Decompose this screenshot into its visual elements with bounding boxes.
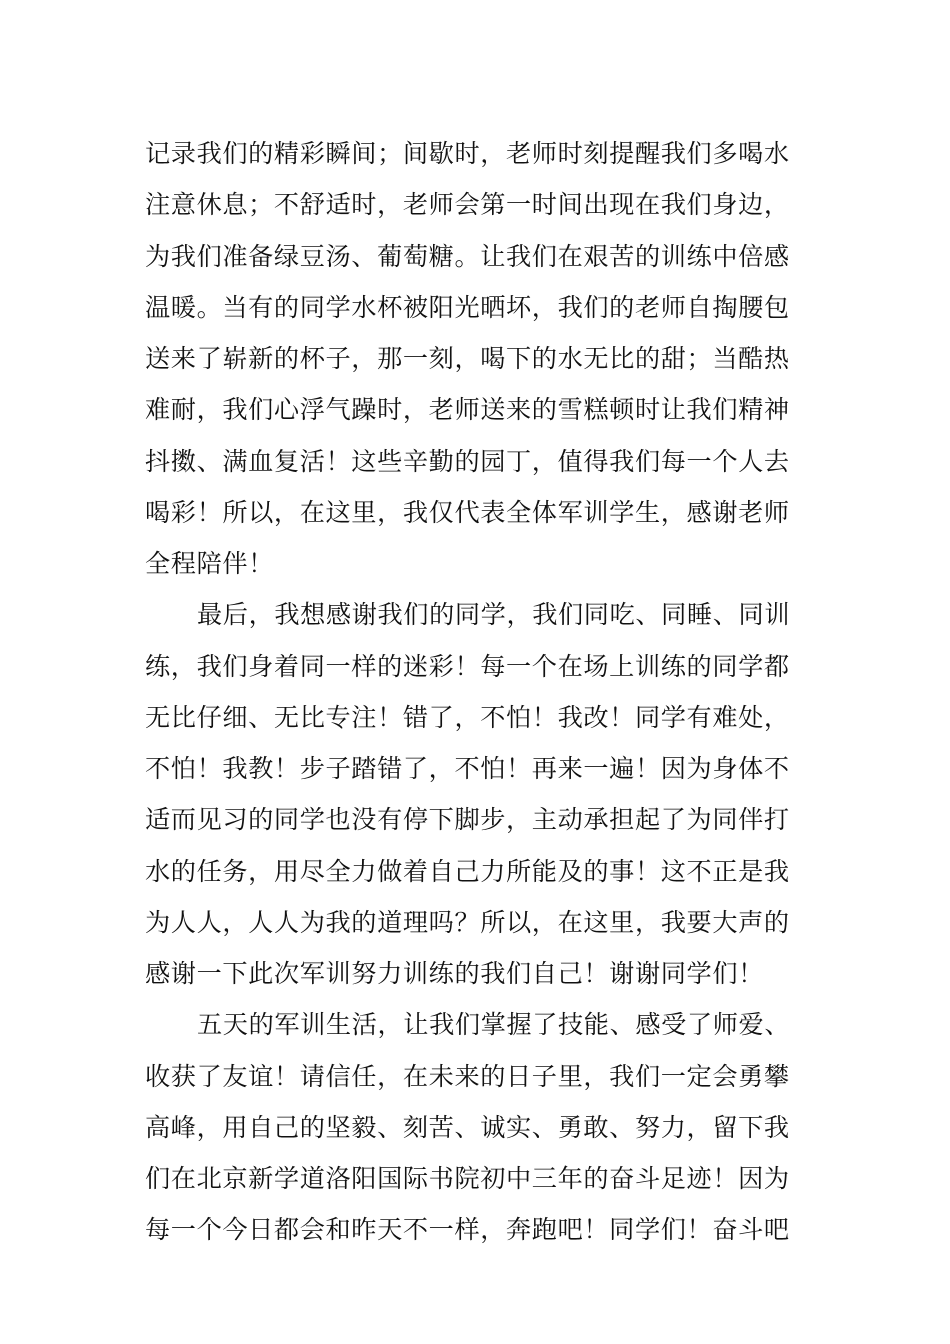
- text-line-6: 难耐，我们心浮气躁时，老师送来的雪糕顿时让我们精神: [145, 395, 790, 425]
- text-line-7: 抖擞、满血复活！这些辛勤的园丁，值得我们每一个人去: [145, 446, 790, 476]
- text-line-10: 最后，我想感谢我们的同学，我们同吃、同睡、同训: [197, 600, 791, 630]
- text-line-16: 为人人，人人为我的道理吗？所以，在这里，我要大声的: [145, 907, 790, 937]
- text-line-1: 记录我们的精彩瞬间；间歇时，老师时刻提醒我们多喝水: [145, 139, 790, 168]
- text-line-14: 适而见习的同学也没有停下脚步，主动承担起了为同伴打: [145, 805, 790, 835]
- text-line-18: 五天的军训生活，让我们掌握了技能、感受了师爱、: [197, 1010, 791, 1040]
- text-line-15: 水的任务，用尽全力做着自己力所能及的事！这不正是我: [145, 856, 790, 886]
- text-line-22: 每一个今日都会和昨天不一样，奔跑吧！同学们！奋斗吧: [145, 1215, 790, 1245]
- text-line-9: 全程陪伴！: [145, 549, 274, 578]
- text-line-12: 无比仔细、无比专注！错了，不怕！我改！同学有难处，: [145, 702, 790, 732]
- text-line-2: 注意休息；不舒适时，老师会第一时间出现在我们身边，: [145, 190, 790, 220]
- text-line-13: 不怕！我教！步子踏错了，不怕！再来一遍！因为身体不: [145, 754, 790, 783]
- text-line-20: 高峰，用自己的坚毅、刻苦、诚实、勇敢、努力，留下我: [145, 1112, 790, 1142]
- text-line-5: 送来了崭新的杯子，那一刻，喝下的水无比的甜；当酷热: [145, 344, 790, 373]
- document-body: [145, 128, 810, 1256]
- text-line-4: 温暖。当有的同学水杯被阳光晒坏，我们的老师自掏腰包: [145, 292, 790, 322]
- text-line-8: 喝彩！所以，在这里，我仅代表全体军训学生，感谢老师: [145, 497, 790, 527]
- text-line-17: 感谢一下此次军训努力训练的我们自己！谢谢同学们！: [145, 959, 764, 988]
- text-line-21: 们在北京新学道洛阳国际书院初中三年的奋斗足迹！因为: [145, 1164, 790, 1193]
- text-line-11: 练，我们身着同一样的迷彩！每一个在场上训练的同学都: [145, 651, 790, 681]
- text-line-3: 为我们准备绿豆汤、葡萄糖。让我们在艰苦的训练中倍感: [145, 241, 790, 271]
- text-line-19: 收获了友谊！请信任，在未来的日子里，我们一定会勇攀: [145, 1061, 790, 1091]
